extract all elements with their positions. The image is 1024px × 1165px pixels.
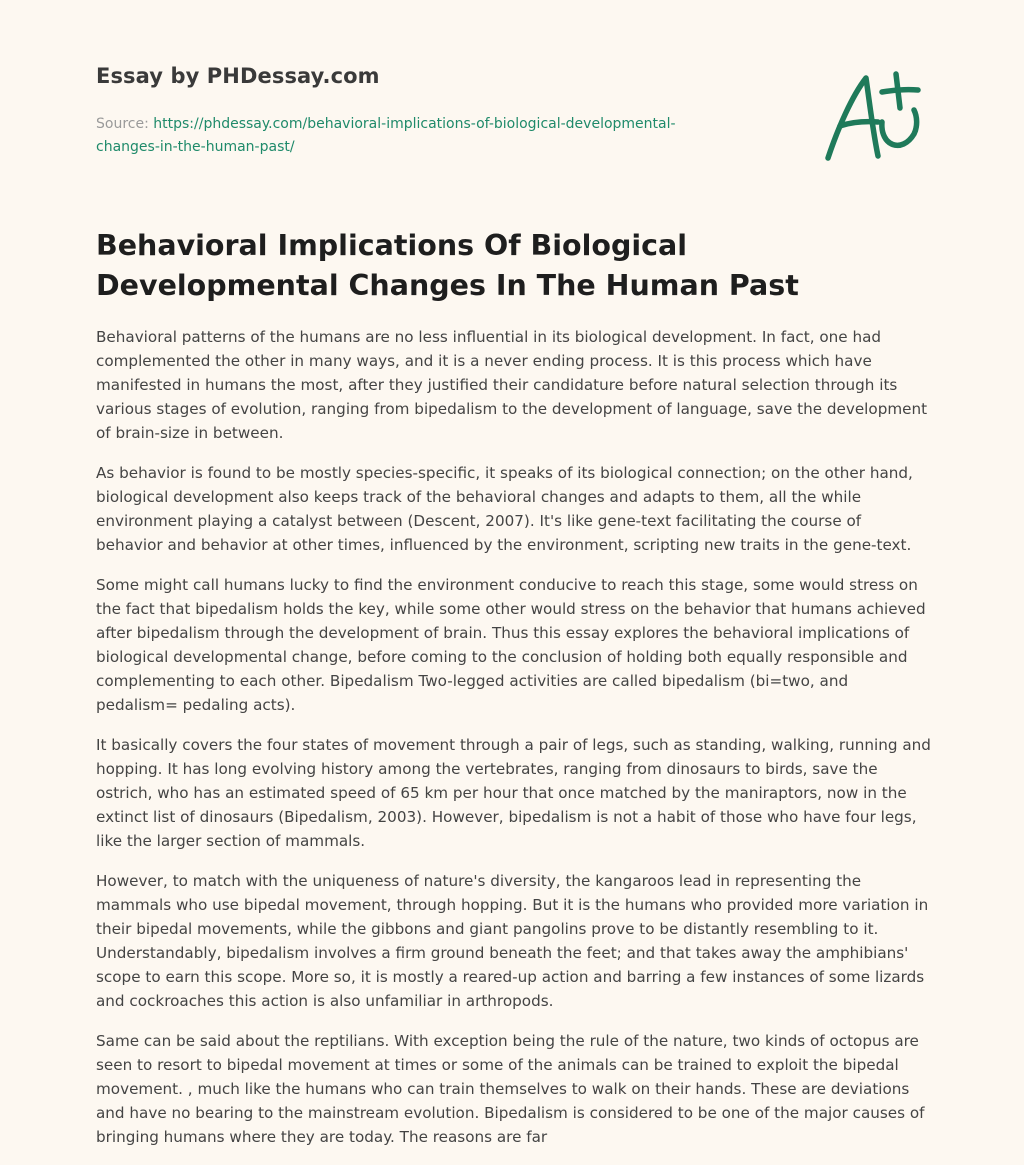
essay-paragraph: Some might call humans lucky to find the environment conducive to reach this stage, some would stress on the fact that bipedalism holds the key, while some other would stress on the behavior that humans achieved after bipedalism through the development of brain. Thus this essay explores the behavioral implications of biological developmental change, before coming to the conclusion of holding both equally responsible and complementing to each other. Bipedalism Two-legged activities are called bipedalism (bi=two, and pedalism= pedaling acts).	[96, 576, 926, 714]
essay-title: Behavioral Implications Of Biological Developmental Changes In The Human Past	[96, 229, 799, 302]
essay-paragraph: Same can be said about the reptilians. With exception being the rule of the nature, two kinds of octopus are seen to resort to bipedal movement at times or some of the animals can be trained to exploit the bipedal movement. , much like the humans who can train themselves to walk on their hands. These are deviations and have no bearing to the mainstream evolution. Bipedalism is considered to be one of the major causes of bringing humans where they are today. The reasons are far	[96, 1032, 925, 1146]
essay-paragraph: As behavior is found to be mostly species-specific, it speaks of its biological connection; on the other hand, biological development also keeps track of the behavioral changes and adapts to them, all the while environment playing a catalyst between (Descent, 2007). It's like gene-text facilitating the course of behavior and behavior at other times, influenced by the environment, scripting new traits in the gene-text.	[96, 464, 913, 554]
essay-paragraph: Behavioral patterns of the humans are no less influential in its biological development. In fact, one had complemented the other in many ways, and it is a never ending process. It is this process which have manifested in humans the most, after they justified their candidature before natural selection through its various stages of evolution, ranging from bipedalism to the development of language, save the development of brain-size in between.	[96, 328, 928, 442]
essay-paragraph: It basically covers the four states of movement through a pair of legs, such as standing, walking, running and hopping. It has long evolving history among the vertebrates, ranging from dinosaurs to birds, save the ostrich, who has an estimated speed of 65 km per hour that once matched by the maniraptors, now in the extinct list of dinosaurs (Bipedalism, 2003). However, bipedalism is not a habit of those who have four legs, like the larger section of mammals.	[96, 736, 931, 850]
source-label: Source:	[96, 116, 149, 132]
source-link[interactable]: https://phdessay.com/behavioral-implications-of-biological-developmental-changes-in-the-human-past/	[96, 116, 676, 155]
essay-paragraph: However, to match with the uniqueness of nature's diversity, the kangaroos lead in representing the mammals who use bipedal movement, through hopping. But it is the humans who provided more variation in their bipedal movements, while the gibbons and giant pangolins prove to be distantly resembling to it. Understandably, bipedalism involves a firm ground beneath the feet; and that takes away the amphibians' scope to earn this scope. More so, it is mostly a reared-up action and barring a few instances of some lizards and cockroaches this action is also unfamiliar in arthropods.	[96, 872, 929, 1010]
source-line	[96, 113, 736, 159]
essay-body	[96, 325, 932, 1165]
site-brand: Essay by PHDessay.com	[96, 64, 380, 88]
a-plus-icon	[818, 66, 930, 166]
